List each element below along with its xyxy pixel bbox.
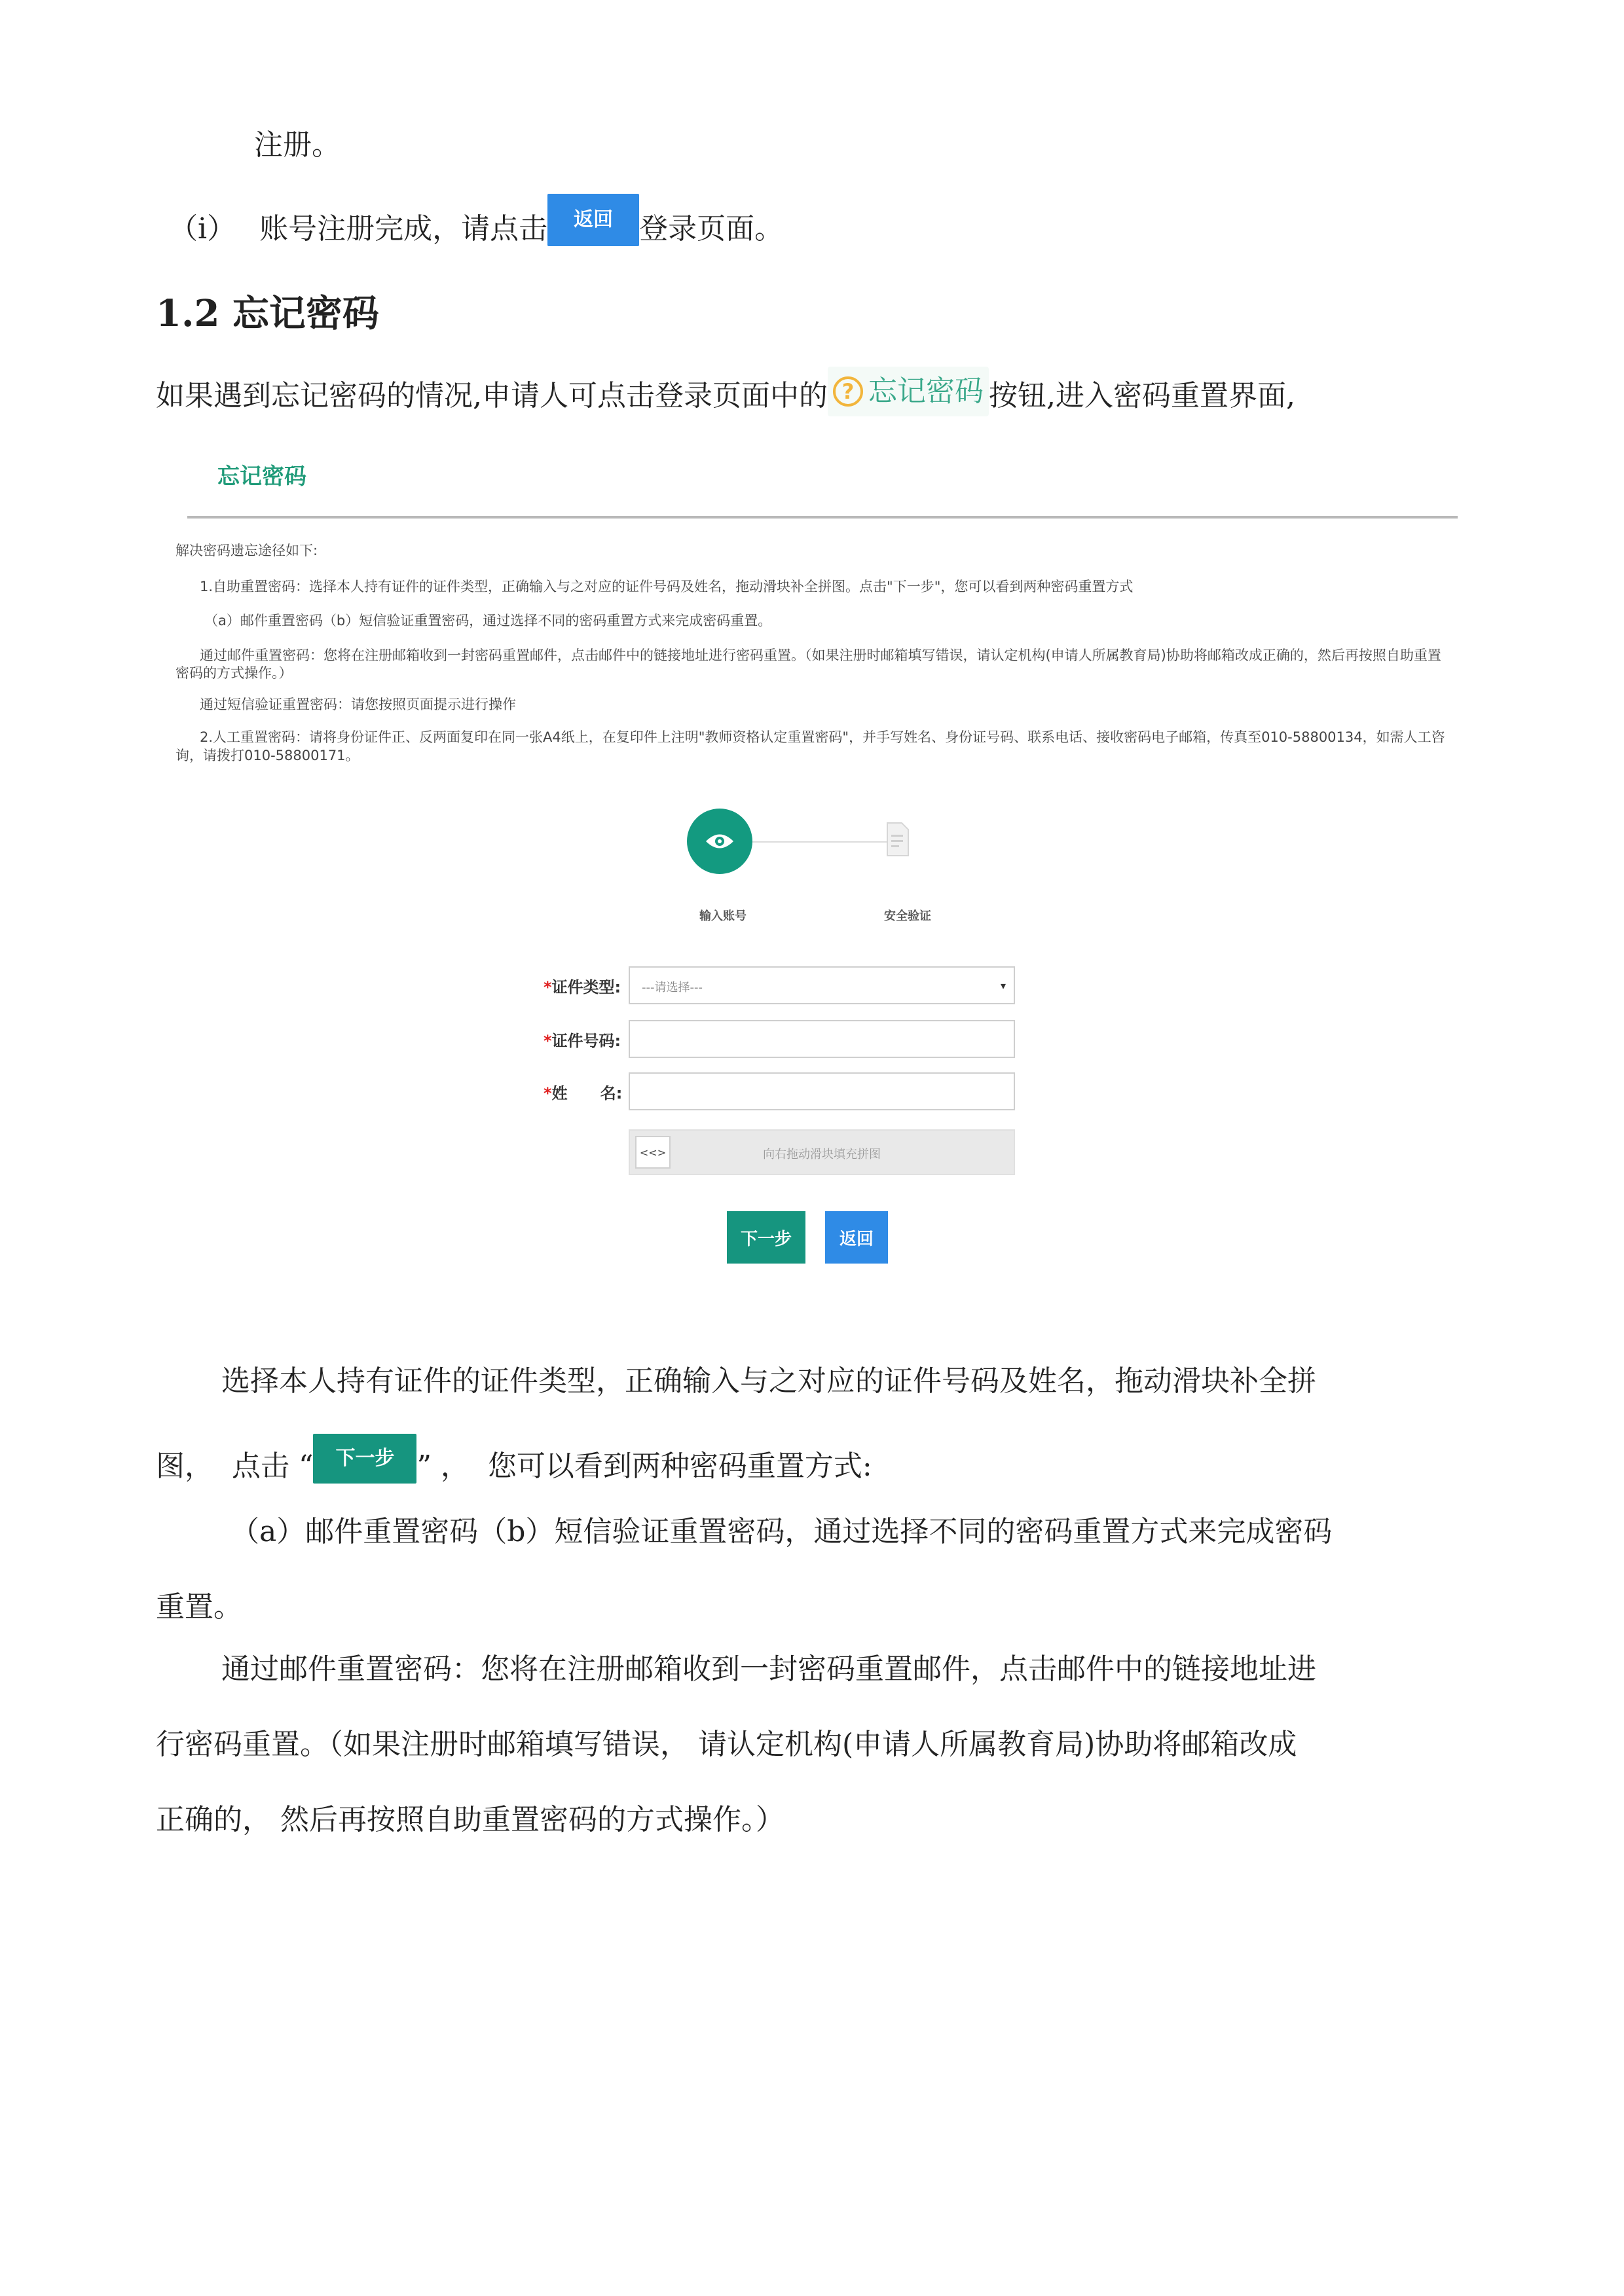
screenshot-title: 忘记密码 [217,464,306,490]
item-i-text-before: 账号注册完成，请点击 [259,212,548,246]
instructions-line: 解决密码遗忘途径如下: [175,543,318,558]
p1-line2 [156,1447,872,1486]
chevron-down-icon: ▾ [1000,979,1006,992]
forgot-password-inline-label: 忘记密码 [868,374,984,408]
return-button-inline: 返回 [547,194,639,246]
item-i-text-after: 登录页面。 [639,212,784,246]
instructions-line: 密码的方式操作。） [175,665,293,681]
section-heading: 1.2 忘记密码 [156,292,379,335]
item-i-marker: （i） [169,212,236,246]
instructions-line: 通过短信验证重置密码：请您按照页面提示进行操作 [200,697,516,712]
p3-line1: 通过邮件重置密码：您将在注册邮箱收到一封密码重置邮件，点击邮件中的链接地址进 [221,1652,1316,1686]
p1-text-after: ” ， 您可以看到两种密码重置方式: [416,1449,872,1483]
instructions-line: 询，请拨打010-58800171。 [175,748,360,763]
forgot-password-inline [828,367,989,416]
intro-text-before: 如果遇到忘记密码的情况,申请人可点击登录页面中的 [156,379,828,412]
step-1-circle [687,809,752,874]
p2-line1: （a）邮件重置密码（b）短信验证重置密码，通过选择不同的密码重置方式来完成密码 [231,1515,1333,1548]
slider-hint: 向右拖动滑块填充拼图 [763,1148,881,1161]
cert-no-label: *证件号码: [544,1032,621,1050]
cert-type-value: ---请选择--- [642,981,703,994]
back-button[interactable]: 返回 [825,1211,888,1264]
cert-type-select[interactable] [629,966,1015,1004]
forgot-password-screenshot [170,452,1460,1303]
document-icon [885,822,917,861]
p1-line1: 选择本人持有证件的证件类型，正确输入与之对应的证件号码及姓名，拖动滑块补全拼 [221,1364,1316,1398]
instructions-line: （a）邮件重置密码（b）短信验证重置密码，通过选择不同的密码重置方式来完成密码重置。 [204,613,772,629]
name-label: *姓 名: [544,1084,623,1102]
p3-line3: 正确的， 然后再按照自助重置密码的方式操作。） [156,1803,784,1836]
item-i [169,210,783,249]
step-2-label: 安全验证 [884,909,931,923]
instructions-line: 1.自助重置密码：选择本人持有证件的证件类型，正确输入与之对应的证件号码及姓名，拖动滑块补全拼图。点击"下一步"，您可以看到两种密码重置方式 [200,579,1134,594]
screenshot-divider [187,516,1458,519]
instructions-line: 通过邮件重置密码：您将在注册邮箱收到一封密码重置邮件，点击邮件中的链接地址进行密码重置。（如果注册时邮箱填写错误，请认定机构(申请人所属教育局)协助将邮箱改成正确的，然后再按照自助重置 [200,647,1441,663]
p1-text-before: 图， 点击 “ [156,1449,314,1483]
name-input[interactable] [629,1072,1015,1110]
slider-handle[interactable]: <<> [635,1136,671,1169]
cert-type-label: *证件类型: [544,978,621,996]
intro-line [156,376,1295,416]
next-button-inline: 下一步 [313,1434,416,1484]
p3-line2: 行密码重置。（如果注册时邮箱填写错误， 请认定机构(申请人所属教育局)协助将邮箱改成 [156,1728,1297,1761]
instructions-line: 2.人工重置密码：请将身份证件正、反两面复印在同一张A4纸上，在复印件上注明"教师资格认定重置密码"，并手写姓名、身份证号码、联系电话、接收密码电子邮箱，传真至010-58800134，如需人工咨 [200,729,1445,745]
captcha-slider[interactable] [629,1129,1015,1175]
cert-no-input[interactable] [629,1020,1015,1058]
intro-text-after: 按钮,进入密码重置界面, [988,379,1295,412]
next-button[interactable]: 下一步 [727,1211,805,1264]
p2-line2: 重置。 [156,1590,242,1624]
step-1-label: 输入账号 [699,909,747,923]
question-circle-icon: ? [833,376,863,407]
eye-icon [705,831,735,851]
line-register-end: 注册。 [254,128,341,162]
